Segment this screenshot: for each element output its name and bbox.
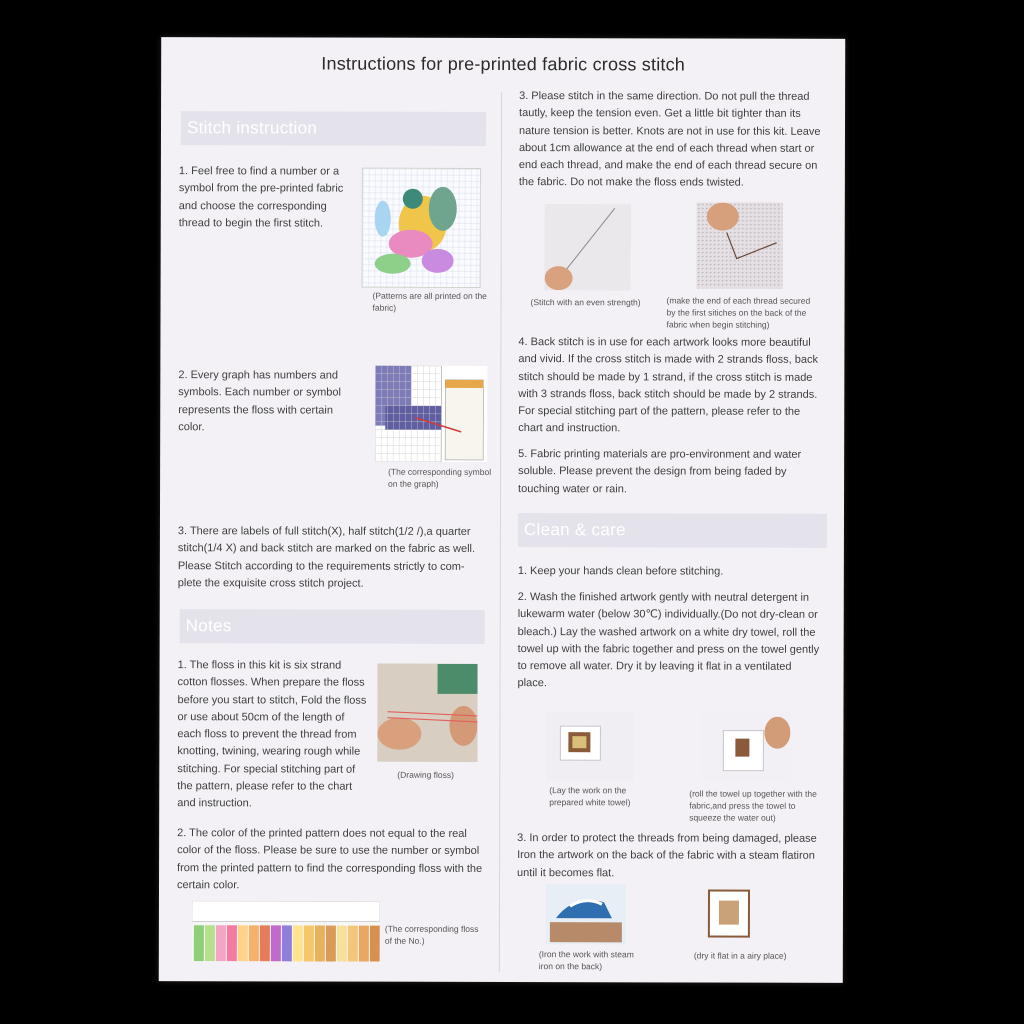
towel-roll-caption: (roll the towel up together with the fabric,and press the towel to squeeze the water out) — [689, 788, 817, 823]
thread-secure-photo — [697, 203, 783, 289]
symbol-graph-image — [375, 366, 487, 462]
iron-photo — [546, 884, 626, 944]
towel-lay-photo — [546, 712, 633, 780]
instruction-sheet — [159, 37, 845, 983]
care-item-2: 2. Wash the finished artwork gently with neutral detergent in lukewarm water (below 30℃) individually.(Do not dry-clean or bleach.) Lay the washed artwork on a white dry towel, roll the towel up with the fabric together and press on the towel gently to remove all water. Dry it by leaving it flat in a ventilated place. — [517, 591, 820, 690]
stitch-step-1: 1. Feel free to find a number or a symbol from the pre-printed fabric and choose the corresponding thread to begin the first stitch. — [178, 165, 344, 230]
notes-banner: Notes — [180, 609, 485, 644]
clean-care-banner: Clean & care — [518, 513, 827, 548]
floss-colors-image — [192, 901, 380, 961]
thread-secure-caption: (make the end of each thread secured by the first sitiches on the back of the fabric when begin stitching) — [666, 295, 811, 330]
pattern-print-image — [362, 168, 481, 288]
page-title: Instructions for pre-printed fabric cross stitch — [321, 53, 686, 75]
even-strength-photo — [545, 204, 631, 290]
symbol-graph-caption: (The corresponding symbol on the graph) — [388, 466, 492, 489]
notes-item-1: 1. The floss in this kit is six strand cotton flosses. When prepare the floss before you start to stitch, Fold the floss or use about 50cm of the length of each floss to prevent the thread from knotting, twining, wearing rough while stitching. For special stitching part of the pattern, please refer to the chart and instruction. — [177, 659, 367, 810]
towel-roll-photo — [701, 713, 790, 781]
notes-item-2: 2. The color of the printed pattern does not equal to the real color of the floss. Please be sure to use the number or symbol from the printed pattern to find the corresponding floss with the certain color. — [177, 827, 483, 892]
even-strength-caption: (Stitch with an even strength) — [530, 297, 641, 308]
pattern-caption: (Patterns are all printed on the fabric) — [372, 290, 487, 313]
dry-flat-photo — [701, 885, 757, 943]
drawing-floss-photo — [377, 664, 477, 762]
stitch-step-2: 2. Every graph has numbers and symbols. Each number or symbol represents the floss with certain color. — [178, 369, 341, 434]
drawing-floss-caption: (Drawing floss) — [397, 769, 455, 780]
stitch-step-4: 4. Back stitch is in use for each artwork looks more beautiful and vivid. If the cross stitch is made with 2 strands floss, back stitch should be made by 1 strand, if the cross stitch is made with 3 strands floss, back stitch should be made by 2 strands. For special stitching part of the pattern, please refer to the chart and instruction. — [518, 336, 818, 435]
stitch-step-3: 3. There are labels of full stitch(X), half stitch(1/2 /),a quarter stitch(1/4 X) and back stitch are marked on the fabric as well. Please Stitch according to the requirements strictly to com-plete the exquisite cross stitch project. — [177, 525, 476, 590]
dry-flat-caption: (dry it flat in a airy place) — [693, 950, 787, 961]
care-item-1: 1. Keep your hands clean before stitching. — [517, 565, 724, 578]
column-divider — [499, 92, 502, 972]
stitch-step-5: 5. Fabric printing materials are pro-environment and water soluble. Please prevent the design from being faded by touching water or rain. — [518, 448, 802, 495]
care-item-3: 3. In order to protect the threads from being damaged, please Iron the artwork on the back of the fabric with a steam flatiron until it becomes flat. — [517, 832, 817, 879]
towel-lay-caption: (Lay the work on the prepared white towel) — [549, 785, 631, 808]
iron-caption: (Iron the work with steam iron on the back) — [538, 949, 634, 972]
floss-colors-caption: (The corresponding floss of the No.) — [384, 923, 479, 946]
stitch-instruction-banner: Stitch instruction — [181, 111, 486, 146]
stitch-step-3-right: 3. Please stitch in the same direction. Do not pull the thread tautly, keep the tension even. Get a little bit tighter than its nature tension is better. Knots are not in use for this kit. Leave about 1cm allowance at the end of each thread when start or end each thread, and make the end of each thread secure on the fabric. Do not make the floss ends twisted. — [518, 90, 821, 190]
